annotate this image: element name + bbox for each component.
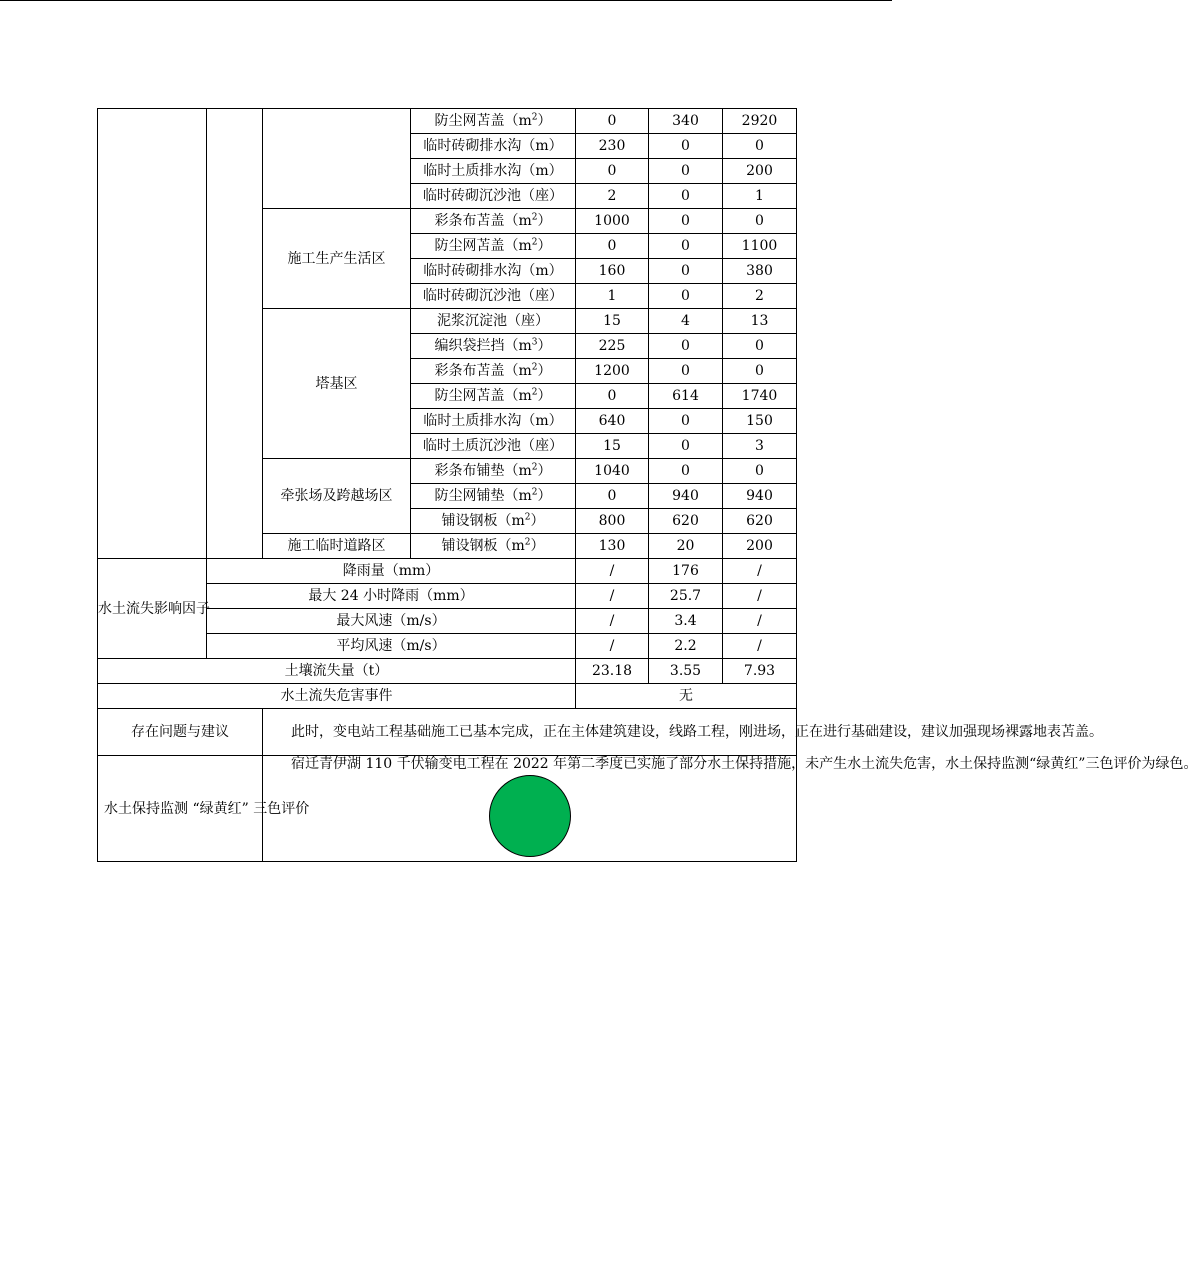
factor-label-cell: 水土流失影响因子 [98,559,207,659]
measure-cell: 临时土质排水沟（m） [411,159,576,184]
table-row [98,109,797,134]
measure-unit: 座 [535,188,549,204]
measure-unit: m [511,513,525,529]
measure-cell: 临时砖砌沉沙池（座） [411,184,576,209]
value-cell: 0 [649,409,723,434]
soil-loss-row [98,659,797,684]
value-cell: 1100 [723,234,797,259]
hazard-value: 无 [576,684,797,709]
measure-cell: 彩条布铺垫$(m^2)$ [411,459,576,484]
value-cell: 1 [723,184,797,209]
unit-exponent: 2 [531,487,538,498]
hazard-label: 水土流失危害事件 [98,684,576,709]
value-cell: 0 [576,384,649,409]
hazard-row [98,684,797,709]
measure-unit: 座 [535,288,549,304]
measure-name: 彩条布苫盖 [434,363,505,379]
measure-name: 临时砖砌沉沙池 [423,288,521,304]
unit-exponent: 2 [531,237,538,248]
measure-name: 临时砖砌沉沙池 [423,188,521,204]
measure-unit: m [518,113,532,129]
value-cell: 15 [576,434,649,459]
measure-unit: 座 [535,438,549,454]
value-cell: 15 [576,309,649,334]
value-cell: 0 [723,134,797,159]
measure-cell: 临时土质沉沙池（座） [411,434,576,459]
value-cell: 4 [649,309,723,334]
value-cell: 0 [723,334,797,359]
value-cell: 0 [723,359,797,384]
measure-cell: 防尘网苫盖$(m^2)$ [411,234,576,259]
monitoring-table [97,108,1197,862]
zone-name-cell: 施工生产生活区 [263,209,411,309]
evaluation-text: 宿迁青伊湖 110 千伏输变电工程在 2022 年第二季度已实施了部分水土保持措施，未产生水土流失危害，水土保持监测“绿黄红”三色评价为绿色。 [291,756,1197,772]
unit-exponent: 2 [531,112,538,123]
zone-name-cell [263,109,411,209]
issues-label: 存在问题与建议 [98,709,263,756]
value-cell: 640 [576,409,649,434]
measure-unit: m [518,488,532,504]
measure-name: 临时土质排水沟 [423,413,522,429]
value-cell: 940 [723,484,797,509]
value-cell: 800 [576,509,649,534]
measure-name: 编织袋拦挡 [434,338,505,354]
measure-name: 临时土质沉沙池 [423,438,521,454]
issues-row [98,709,797,756]
value-cell: 0 [649,134,723,159]
measure-unit: m [518,213,532,229]
value-cell: 0 [649,284,723,309]
page-top-border [0,0,892,1]
factor-name-cell: 最大 24 小时降雨（mm） [207,584,576,609]
value-cell: 130 [576,534,649,559]
measure-name: 泥浆沉淀池 [437,313,507,329]
measure-name: 临时砖砌排水沟 [423,263,522,279]
value-cell: 0 [649,209,723,234]
value-cell: / [576,634,649,659]
value-cell: 0 [649,184,723,209]
measure-name: 彩条布苫盖 [434,213,505,229]
zone-name-cell: 施工临时道路区 [263,534,411,559]
value-cell: / [723,584,797,609]
blank-subcategory-cell [207,109,263,559]
measure-cell: 铺设钢板$(m^2)$ [411,534,576,559]
value-cell: 1740 [723,384,797,409]
measure-cell: 防尘网铺垫$(m^2)$ [411,484,576,509]
green-rating-circle [489,775,571,857]
evaluation-cell [263,756,1197,862]
measure-name: 防尘网苫盖 [434,238,505,254]
unit-exponent: 2 [531,212,538,223]
measure-unit: m [511,538,525,554]
value-cell: 200 [723,534,797,559]
factor-name-cell: 降雨量（mm） [207,559,576,584]
value-cell: 2920 [723,109,797,134]
evaluation-label: 水土保持监测 “绿黄红” 三色评价 [98,756,263,862]
value-cell: 1200 [576,359,649,384]
value-cell: 225 [576,334,649,359]
value-cell: 2.2 [649,634,723,659]
value-cell: / [576,559,649,584]
value-cell: 25.7 [649,584,723,609]
measure-name: 临时土质排水沟 [423,163,522,179]
measure-name: 防尘网苫盖 [434,113,505,129]
value-cell: / [576,609,649,634]
value-cell: 0 [649,334,723,359]
value-cell: 614 [649,384,723,409]
unit-exponent: 2 [531,362,538,373]
measure-cell: 临时砖砌排水沟（m） [411,134,576,159]
value-cell: / [576,584,649,609]
zone-name-cell: 塔基区 [263,309,411,459]
measure-unit: m [535,163,549,179]
measure-unit: m [518,363,532,379]
unit-exponent: 2 [524,537,531,548]
measure-unit: m [518,388,532,404]
value-cell: 160 [576,259,649,284]
soil-loss-label: 土壤流失量（t） [98,659,576,684]
value-cell: 0 [723,209,797,234]
value-cell: 200 [723,159,797,184]
value-cell: 0 [649,434,723,459]
measure-unit: m [518,238,532,254]
value-cell: 940 [649,484,723,509]
value-cell: 1000 [576,209,649,234]
value-cell: 1 [576,284,649,309]
value-cell: / [723,609,797,634]
measure-cell: 临时土质排水沟（m） [411,409,576,434]
issues-text-cell [263,709,1103,756]
measure-unit: m [535,138,549,154]
measure-name: 临时砖砌排水沟 [423,138,522,154]
measure-cell: 编织袋拦挡$(m^3)$ [411,334,576,359]
value-cell: 0 [649,359,723,384]
measure-cell: 铺设钢板$(m^2)$ [411,509,576,534]
issues-text: 此时，变电站工程基础施工已基本完成，正在主体建筑建设，线路工程，刚进场，正在进行基础建设，建议加强现场裸露地表苫盖。 [291,724,1103,740]
blank-category-cell [98,109,207,559]
measure-cell: 防尘网苫盖$(m^2)$ [411,109,576,134]
value-cell: / [723,634,797,659]
measure-cell: 彩条布苫盖$(m^2)$ [411,359,576,384]
measure-unit: 座 [521,313,535,329]
value-cell: 0 [649,259,723,284]
value-cell: 150 [723,409,797,434]
value-cell: 23.18 [576,659,649,684]
measure-cell: 泥浆沉淀池（座） [411,309,576,334]
measure-cell: 防尘网苫盖$(m^2)$ [411,384,576,409]
measure-cell: 临时砖砌沉沙池（座） [411,284,576,309]
value-cell: 0 [649,159,723,184]
value-cell: 3 [723,434,797,459]
measure-name: 防尘网苫盖 [434,388,505,404]
value-cell: 230 [576,134,649,159]
value-cell: 0 [723,459,797,484]
value-cell: / [723,559,797,584]
factor-row [98,559,797,584]
measure-name: 彩条布铺垫 [434,463,505,479]
value-cell: 176 [649,559,723,584]
unit-exponent: 2 [531,387,538,398]
unit-exponent: 3 [531,337,538,348]
value-cell: 1040 [576,459,649,484]
value-cell: 380 [723,259,797,284]
measure-cell: 彩条布苫盖$(m^2)$ [411,209,576,234]
measure-unit: m [518,463,532,479]
measure-name: 防尘网铺垫 [434,488,505,504]
measure-unit: m [535,263,549,279]
measure-name: 铺设钢板 [441,538,498,554]
value-cell: 0 [576,159,649,184]
value-cell: 2 [723,284,797,309]
value-cell: 340 [649,109,723,134]
unit-exponent: 2 [524,512,531,523]
value-cell: 0 [649,459,723,484]
measure-name: 铺设钢板 [441,513,498,529]
unit-exponent: 2 [531,462,538,473]
measure-cell: 临时砖砌排水沟（m） [411,259,576,284]
value-cell: 0 [576,109,649,134]
value-cell: 0 [576,234,649,259]
value-cell: 3.55 [649,659,723,684]
value-cell: 20 [649,534,723,559]
table-body [98,109,1197,862]
measure-unit: m [535,413,549,429]
value-cell: 620 [723,509,797,534]
factor-name-cell: 平均风速（m/s） [207,634,576,659]
value-cell: 0 [576,484,649,509]
value-cell: 13 [723,309,797,334]
value-cell: 0 [649,234,723,259]
factor-name-cell: 最大风速（m/s） [207,609,576,634]
evaluation-indicator [263,775,796,857]
evaluation-row [98,756,797,862]
value-cell: 620 [649,509,723,534]
zone-name-cell: 牵张场及跨越场区 [263,459,411,534]
value-cell: 7.93 [723,659,797,684]
value-cell: 2 [576,184,649,209]
measure-unit: m [518,338,532,354]
value-cell: 3.4 [649,609,723,634]
